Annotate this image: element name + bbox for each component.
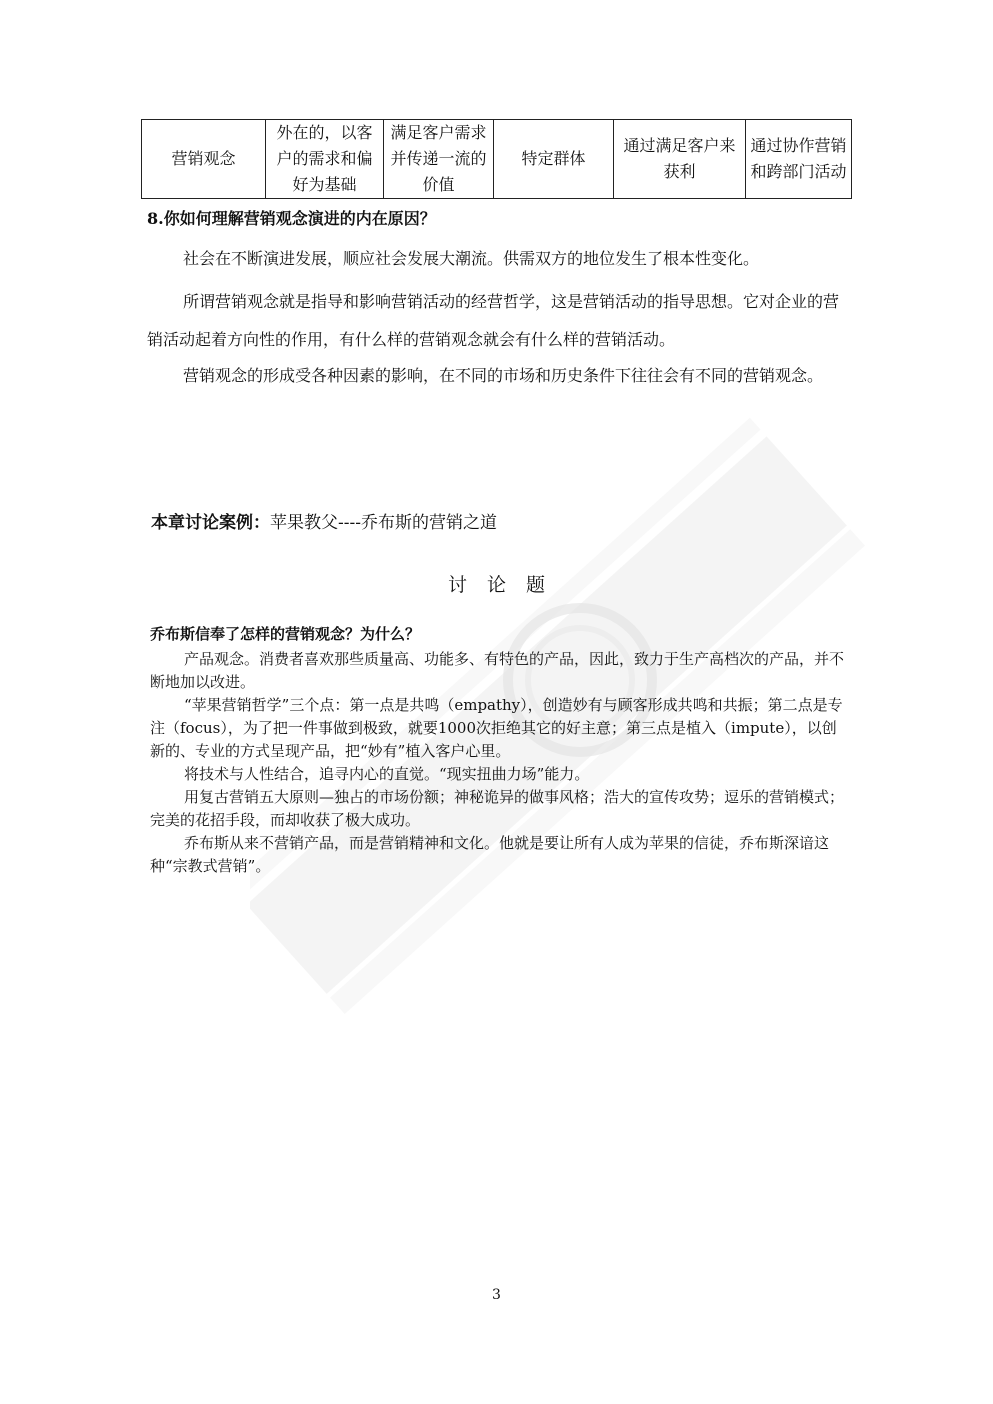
paragraph: 将技术与人性结合，追寻内心的直觉。“现实扭曲力场”能力。 [184,765,590,783]
discussion-question: 乔布斯信奉了怎样的营销观念？为什么？ [150,625,421,643]
case-line [151,508,497,533]
page-number: 3 [492,1287,501,1303]
table-cell: 通过协作营销和跨部门活动 [746,120,852,199]
table-cell: 满足客户需求并传递一流的价值 [384,120,494,199]
case-title: 苹果教父----乔布斯的营销之道 [270,513,497,533]
concept-table [141,119,852,199]
table-cell: 营销观念 [142,120,266,199]
paragraph: “苹果营销哲学”三个点：第一点是共鸣（empathy），创造妙有与顾客形成共鸣和共振；第二点是专注（focus），为了把一件事做到极致，就要1000次拒绝其它的好主意；第三点是植入（impute），以创新的、专业的方式呈现产品，把“妙有”植入客户心里。 [150,696,843,760]
table-row [142,120,852,199]
question-8-title: 8.你如何理解营销观念演进的内在原因？ [147,209,436,228]
paragraph: 营销观念的形成受各种因素的影响，在不同的市场和历史条件下往往会有不同的营销观念。 [183,366,824,385]
case-label: 本章讨论案例： [151,513,270,533]
paragraph: 社会在不断演进发展，顺应社会发展大潮流。供需双方的地位发生了根本性变化。 [183,249,760,268]
paragraph: 产品观念。消费者喜欢那些质量高、功能多、有特色的产品，因此，致力于生产高档次的产品，并不断地加以改进。 [150,650,845,691]
table-cell: 特定群体 [493,120,613,199]
table-cell: 外在的，以客户的需求和偏好为基础 [266,120,384,199]
discussion-body [150,648,845,878]
table-cell: 通过满足客户来获利 [613,120,745,199]
paragraph: 所谓营销观念就是指导和影响营销活动的经营哲学，这是营销活动的指导思想。它对企业的营销活动起着方向性的作用，有什么样的营销观念就会有什么样的营销活动。 [147,292,840,349]
paragraph: 乔布斯从来不营销产品，而是营销精神和文化。他就是要让所有人成为苹果的信徒，乔布斯深谙这种“宗教式营销”。 [150,834,830,875]
discussion-heading: 讨论题 [447,574,565,596]
paragraph: 用复古营销五大原则—独占的市场份额；神秘诡异的做事风格；浩大的宣传攻势；逗乐的营销模式；完美的花招手段，而却收获了极大成功。 [150,788,845,829]
